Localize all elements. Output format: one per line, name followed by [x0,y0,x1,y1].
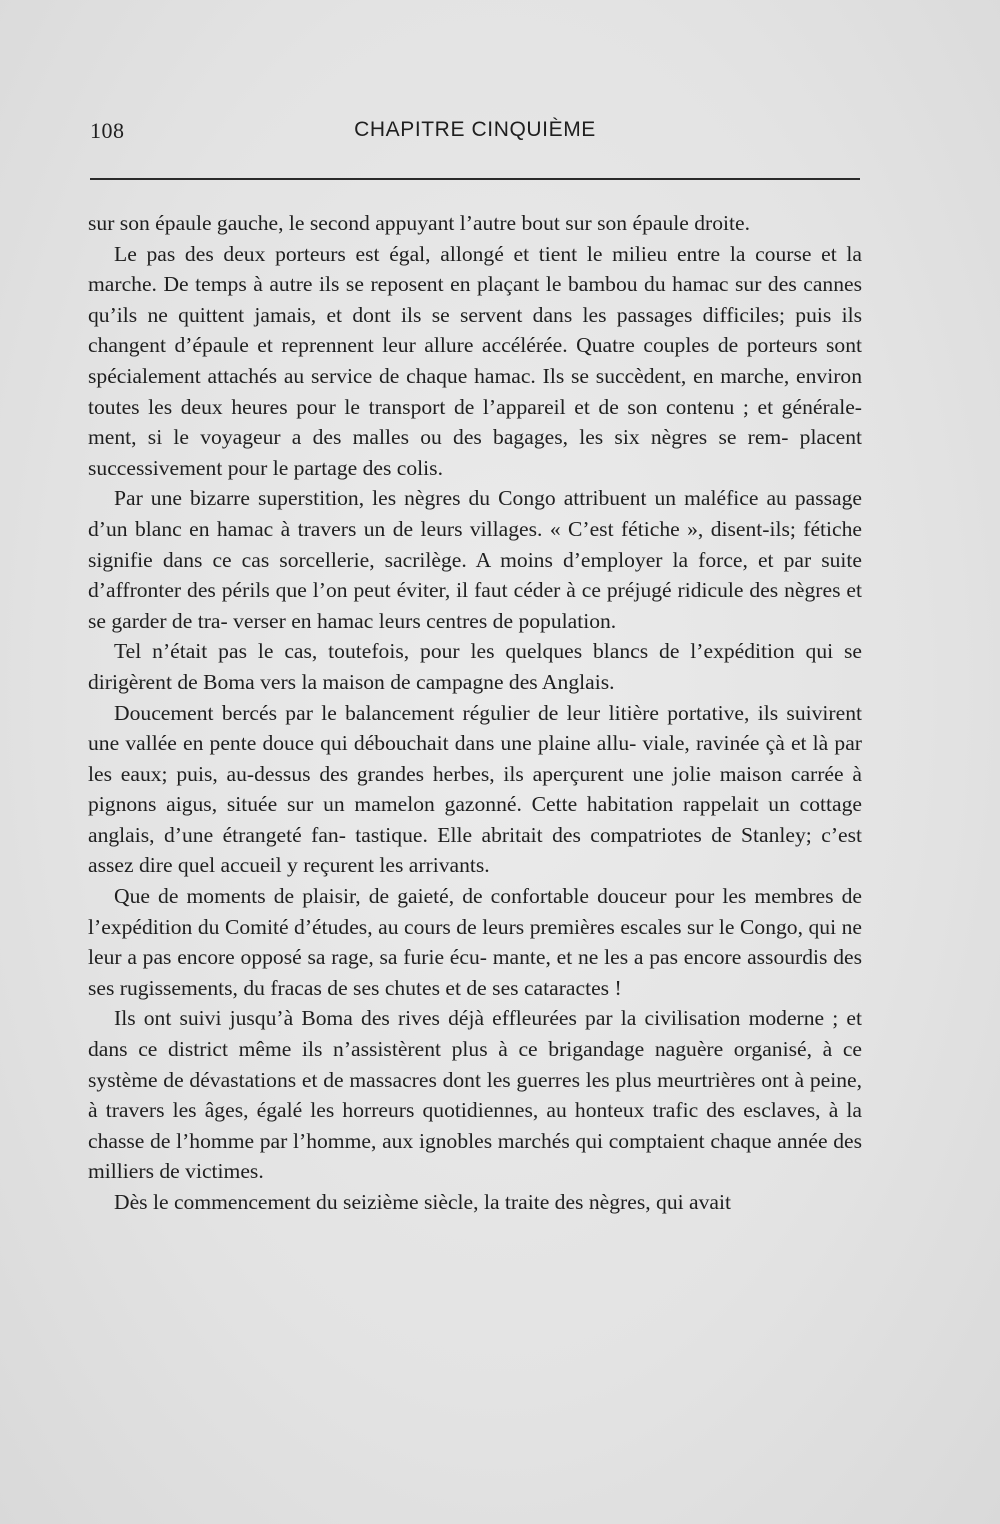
paragraph: Ils ont suivi jusqu’à Boma des rives déjà effleurées par la civilisation moderne ; et dans ce district même ils n’assistèrent plus à ce brigandage naguère organisé, à ce système de dévastations et de massacres dont les guerres les plus meurtrières ont à peine, à travers les âges, égalé les horreurs quotidiennes, au honteux trafic des esclaves, à la chasse de l’homme par l’homme, aux ignobles marchés qui comptaient chaque année des milliers de victimes. [88,1006,862,1184]
paragraph: Tel n’était pas le cas, toutefois, pour les quelques blancs de l’expédition qui se dirigèrent de Boma vers la maison de campagne des Anglais. [88,639,862,694]
chapter-title: CHAPITRE CINQUIÈME [354,118,596,141]
paragraph: Par une bizarre superstition, les nègres du Congo attribuent un maléfice au passage d’un blanc en hamac à travers un de leurs villages. « C’est fétiche », disent-ils; fétiche signifie dans ce cas sorcellerie, sacrilège. A moins d’employer la force, et par suite d’affronter des périls que l’on peut éviter, il faut céder à ce préjugé ridicule des nègres et se garder de tra- verser en hamac leurs centres de population. [88,486,862,633]
paragraph: Dès le commencement du seizième siècle, la traite des nègres, qui avait [114,1190,731,1214]
paragraph: Que de moments de plaisir, de gaieté, de confortable douceur pour les membres de l’expédition du Comité d’études, au cours de leurs premières escales sur le Congo, qui ne leur a pas encore opposé sa rage, sa furie écu- mante, et ne les a pas encore assourdis des ses rugissements, du fracas de ses chutes et de ses cataractes ! [88,884,862,1000]
header-rule [90,178,860,180]
paragraph: sur son épaule gauche, le second appuyant l’autre bout sur son épaule droite. [88,211,750,235]
paragraph: Le pas des deux porteurs est égal, allongé et tient le milieu entre la course et la marche. De temps à autre ils se reposent en plaçant le bambou du hamac sur des cannes qu’ils ne quittent jamais, et dont ils se servent dans les passages difficiles; puis ils changent d’épaule et reprennent leur allure accélérée. Quatre couples de porteurs sont spécialement attachés au service de chaque hamac. Ils se succèdent, en marche, environ toutes les deux heures pour le transport de l’appareil et de son contenu ; et générale- ment, si le voyageur a des malles ou des bagages, les six nègres se rem- placent successivement pour le partage des colis. [88,241,862,480]
paragraph: Doucement bercés par le balancement régulier de leur litière portative, ils suivirent une vallée en pente douce qui débouchait dans une plaine allu- viale, ravinée çà et là par les eaux; puis, au-dessus des grandes herbes, ils aperçurent une jolie maison carrée à pignons aigus, située sur un mamelon gazonné. Cette habitation rappelait un cottage anglais, d’une étrangeté fan- tastique. Elle abritait des compatriotes de Stanley; c’est assez dire quel accueil y reçurent les arrivants. [88,700,862,878]
page-number: 108 [90,118,125,143]
body-text [88,208,862,1218]
running-head [90,118,860,148]
